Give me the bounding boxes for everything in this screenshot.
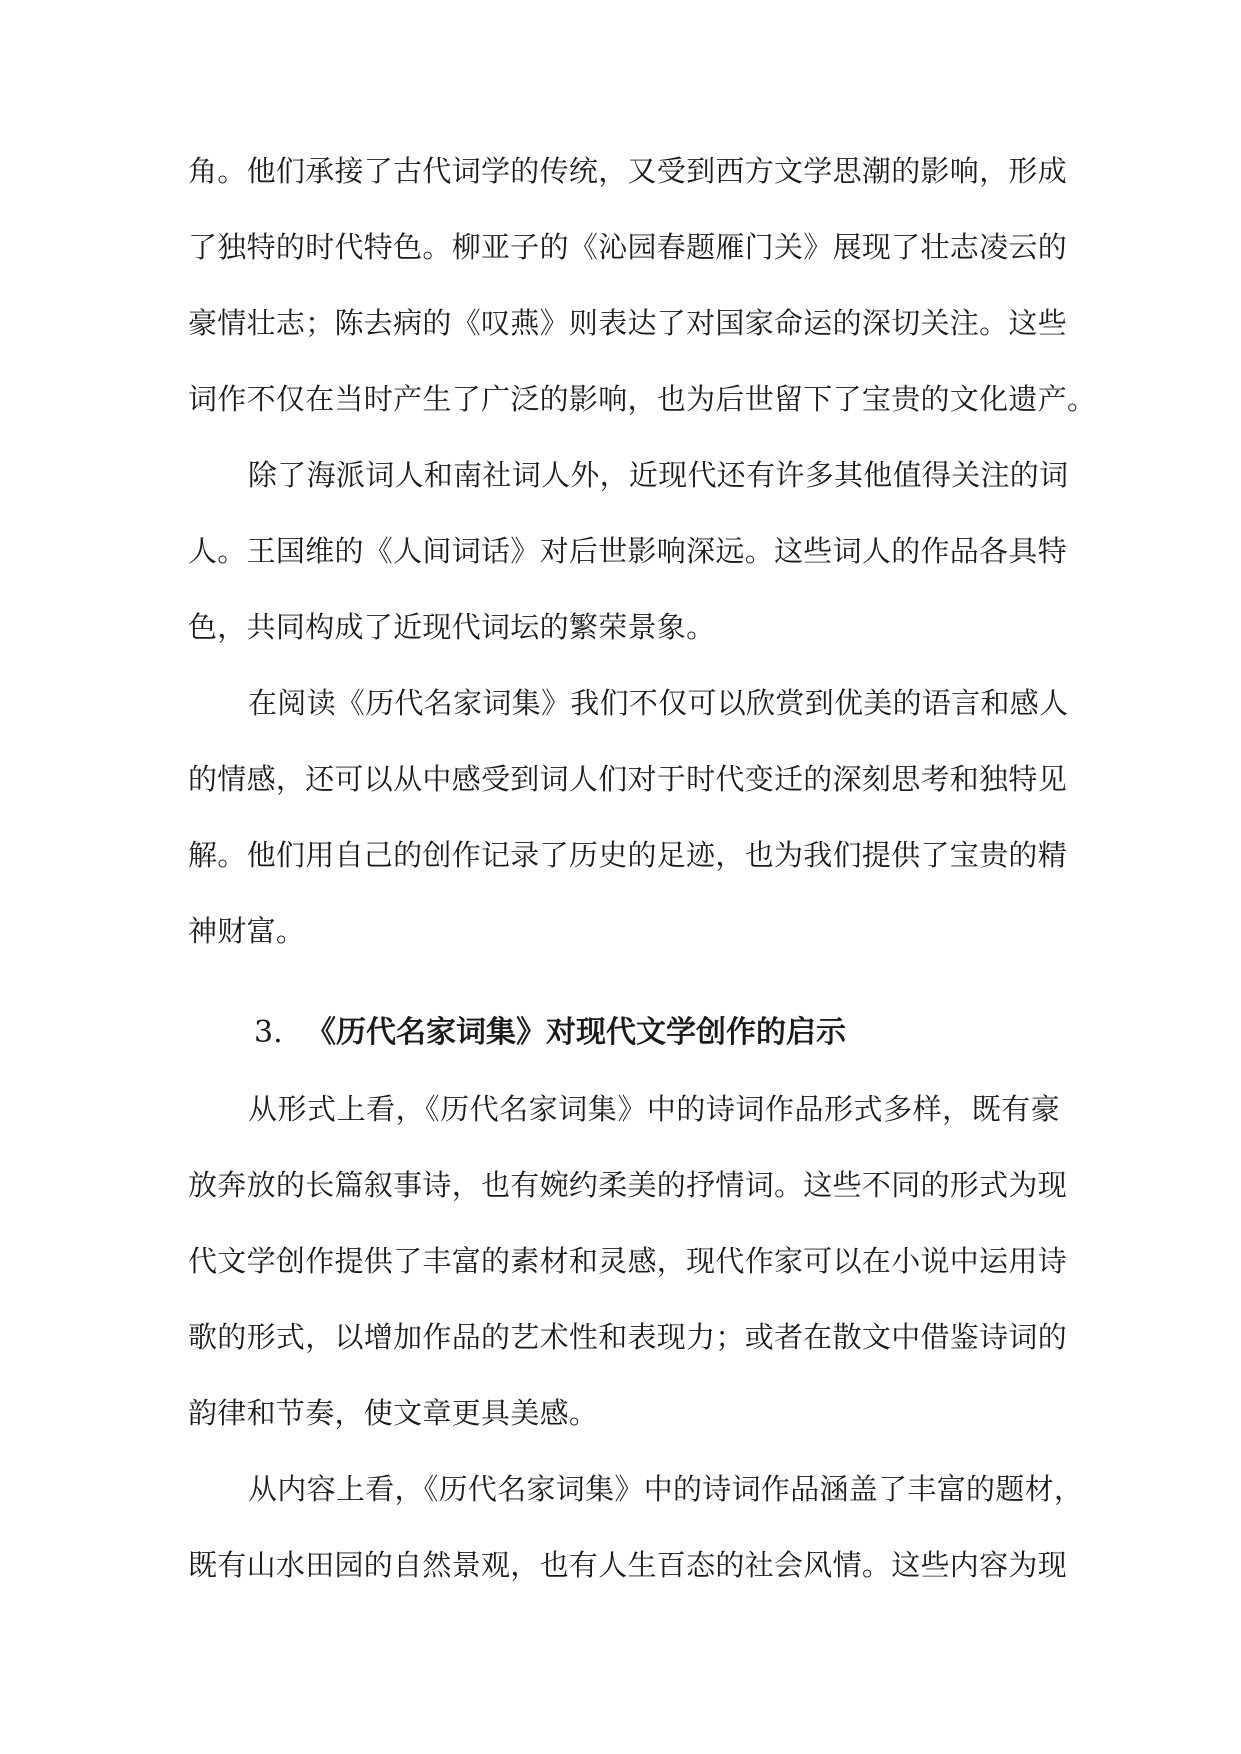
paragraph [188, 140, 1097, 444]
text-line: 从内容上看，《历代名家词集》中的诗词作品涵盖了丰富的题材， [248, 1472, 1084, 1506]
section-title: 《历代名家词集》对现代文学创作的启示 [306, 1015, 846, 1050]
text-line: 了独特的时代特色。柳亚子的《沁园春题雁门关》展现了壮志凌云的 [188, 230, 1068, 264]
text-line: 在阅读《历代名家词集》我们不仅可以欣赏到优美的语言和感人 [248, 686, 1069, 720]
text-line: 神财富。 [188, 914, 306, 948]
text-line: 放奔放的长篇叙事诗，也有婉约柔美的抒情词。这些不同的形式为现 [188, 1168, 1068, 1202]
text-line: 从形式上看，《历代名家词集》中的诗词作品形式多样，既有豪 [248, 1092, 1060, 1126]
text-line: 色，共同构成了近现代词坛的繁荣景象。 [188, 610, 716, 644]
text-line: 人。王国维的《人间词话》对后世影响深远。这些词人的作品各具特 [188, 534, 1068, 568]
text-line: 除了海派词人和南社词人外，近现代还有许多其他值得关注的词 [248, 458, 1069, 492]
text-line: 代文学创作提供了丰富的素材和灵感，现代作家可以在小说中运用诗 [188, 1244, 1068, 1278]
text-line: 豪情壮志；陈去病的《叹燕》则表达了对国家命运的深切关注。这些 [188, 306, 1068, 340]
section-heading [188, 1002, 1060, 1078]
text-line: 歌的形式，以增加作品的艺术性和表现力；或者在散文中借鉴诗词的 [188, 1320, 1068, 1354]
text-line: 韵律和节奏，使文章更具美感。 [188, 1396, 599, 1430]
section-number: 3. [254, 1015, 283, 1050]
document-body [188, 140, 1097, 1610]
paragraph [188, 672, 1069, 976]
text-line: 解。他们用自己的创作记录了历史的足迹，也为我们提供了宝贵的精 [188, 838, 1068, 872]
paragraph [188, 444, 1069, 672]
text-line: 既有山水田园的自然景观，也有人生百态的社会风情。这些内容为现 [188, 1548, 1068, 1582]
paragraph [188, 1458, 1084, 1610]
text-line: 的情感，还可以从中感受到词人们对于时代变迁的深刻思考和独特见 [188, 762, 1068, 796]
paragraph [188, 1078, 1068, 1458]
text-line: 角。他们承接了古代词学的传统，又受到西方文学思潮的影响，形成 [188, 154, 1068, 188]
text-line: 词作不仅在当时产生了广泛的影响，也为后世留下了宝贵的文化遗产。 [188, 382, 1097, 416]
